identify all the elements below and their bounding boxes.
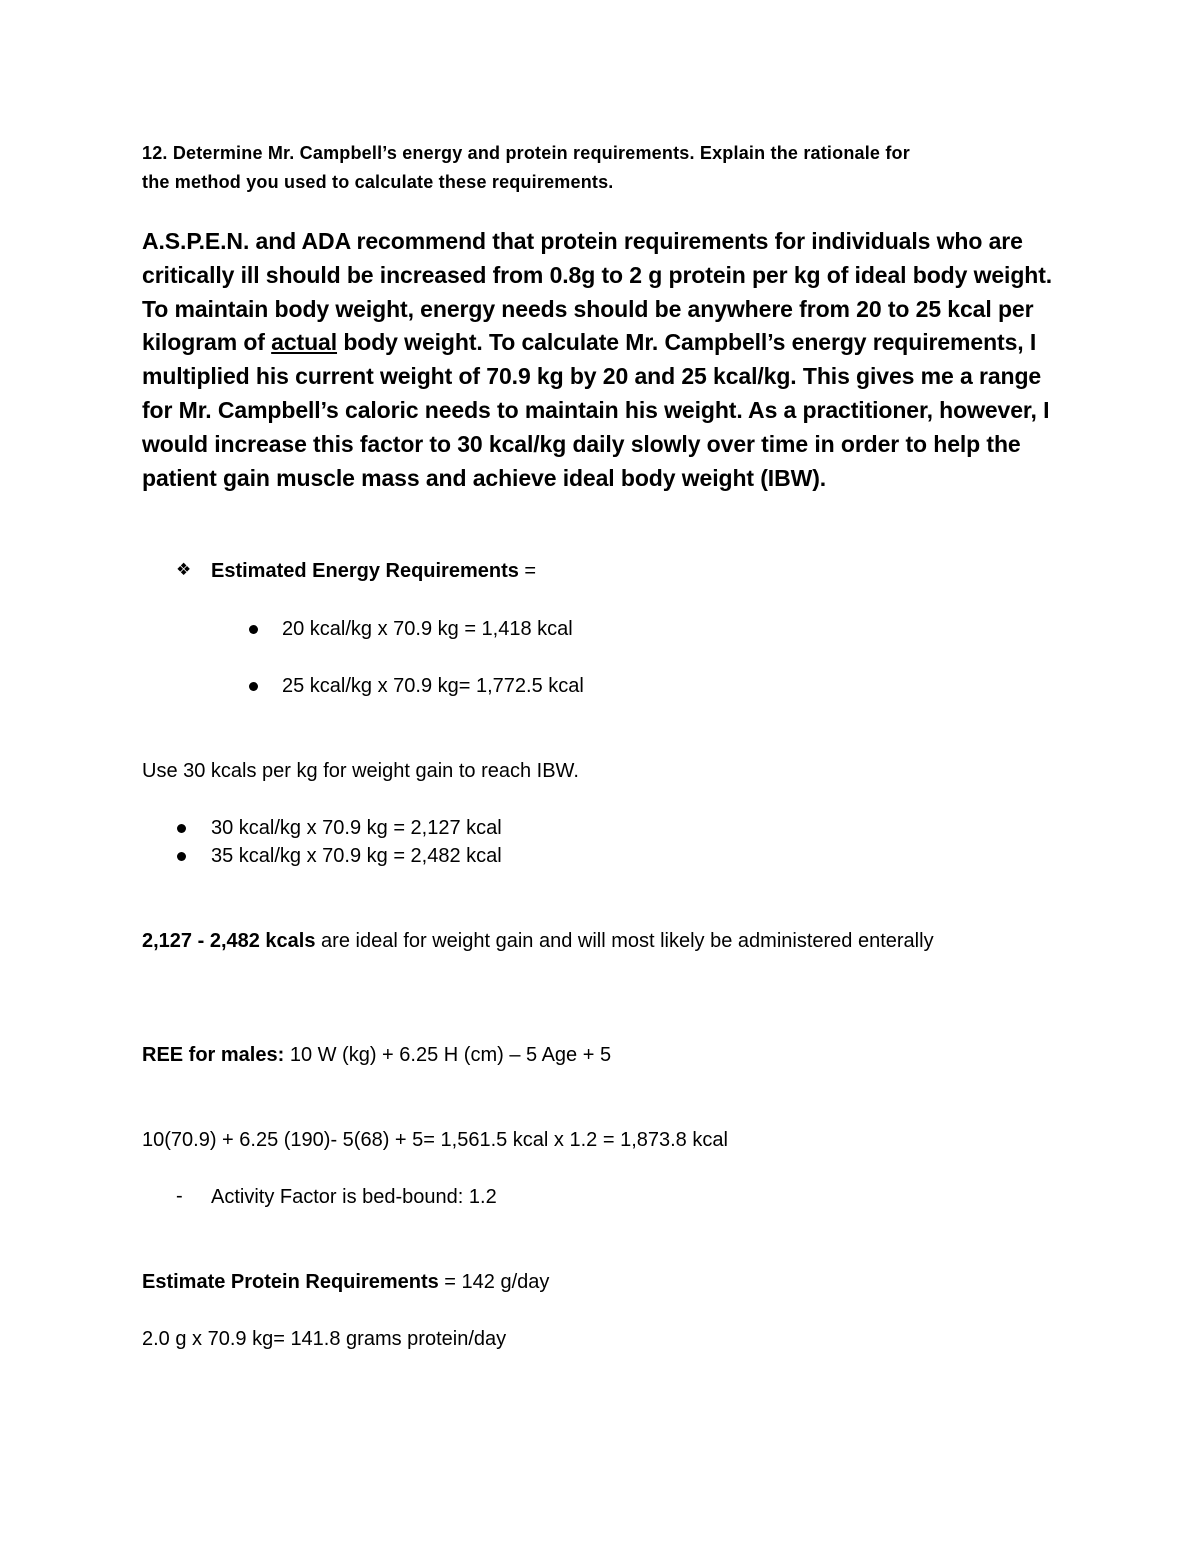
answer-underlined-word: actual bbox=[271, 329, 338, 356]
energy-label: Estimated Energy Requirements bbox=[211, 560, 519, 582]
ree-label: REE for males: bbox=[142, 1044, 285, 1066]
question-line-1: 12. Determine Mr. Campbell’s energy and protein requirements. Explain the rationale for bbox=[142, 143, 910, 163]
protein-heading bbox=[142, 1270, 549, 1294]
energy-heading bbox=[211, 559, 536, 583]
weight-gain-intro: Use 30 kcals per kg for weight gain to reach IBW. bbox=[142, 760, 579, 782]
bullet-dot-icon bbox=[177, 852, 186, 861]
answer-paragraph bbox=[142, 225, 1072, 495]
ree-calculation: 10(70.9) + 6.25 (190)- 5(68) + 5= 1,561.5 kcal x 1.2 = 1,873.8 kcal bbox=[142, 1129, 728, 1151]
protein-label: Estimate Protein Requirements bbox=[142, 1271, 439, 1293]
question-line-2: the method you used to calculate these requirements. bbox=[142, 172, 614, 192]
dash-bullet-icon: - bbox=[176, 1185, 183, 1207]
answer-text-before: A.S.P.E.N. and ADA recommend that protein requirements for individuals who are critically ill should be increased from 0.8g to 2 g protein per kg of ideal body weight. To maintain body weight, energy needs should be anywhere from 20 to 25 kcal per kilogram of bbox=[142, 228, 1053, 356]
ree-formula-line bbox=[142, 1043, 611, 1067]
bullet-dot-icon bbox=[249, 625, 258, 634]
bullet-dot-icon bbox=[249, 682, 258, 691]
ree-activity-note: Activity Factor is bed-bound: 1.2 bbox=[211, 1186, 497, 1208]
weight-gain-range-rest: are ideal for weight gain and will most likely be administered enterally bbox=[315, 930, 934, 952]
protein-calculation: 2.0 g x 70.9 kg= 141.8 grams protein/day bbox=[142, 1328, 507, 1350]
bullet-dot-icon bbox=[177, 824, 186, 833]
answer-text-after: body weight. To calculate Mr. Campbell’s energy requirements, I multiplied his current weight of 70.9 kg by 20 and 25 kcal/kg. This gives me a range for Mr. Campbell’s caloric needs to maintain his weight. As a practitioner, however, I would increase this factor to 30 kcal/kg daily slowly over time in order to help the patient gain muscle mass and achieve ideal body weight (IBW). bbox=[142, 329, 1050, 491]
ree-formula: 10 W (kg) + 6.25 H (cm) – 5 Age + 5 bbox=[284, 1044, 612, 1066]
diamond-bullet-icon: ❖ bbox=[176, 560, 192, 579]
weight-gain-range-bold: 2,127 - 2,482 kcals bbox=[142, 930, 316, 952]
protein-value: = 142 g/day bbox=[438, 1271, 550, 1293]
weight-gain-item-1: 30 kcal/kg x 70.9 kg = 2,127 kcal bbox=[211, 817, 502, 839]
energy-suffix: = bbox=[518, 560, 537, 582]
energy-item-2: 25 kcal/kg x 70.9 kg= 1,772.5 kcal bbox=[282, 675, 584, 697]
weight-gain-range bbox=[142, 929, 934, 953]
energy-item-1: 20 kcal/kg x 70.9 kg = 1,418 kcal bbox=[282, 618, 573, 640]
weight-gain-item-2: 35 kcal/kg x 70.9 kg = 2,482 kcal bbox=[211, 845, 502, 867]
